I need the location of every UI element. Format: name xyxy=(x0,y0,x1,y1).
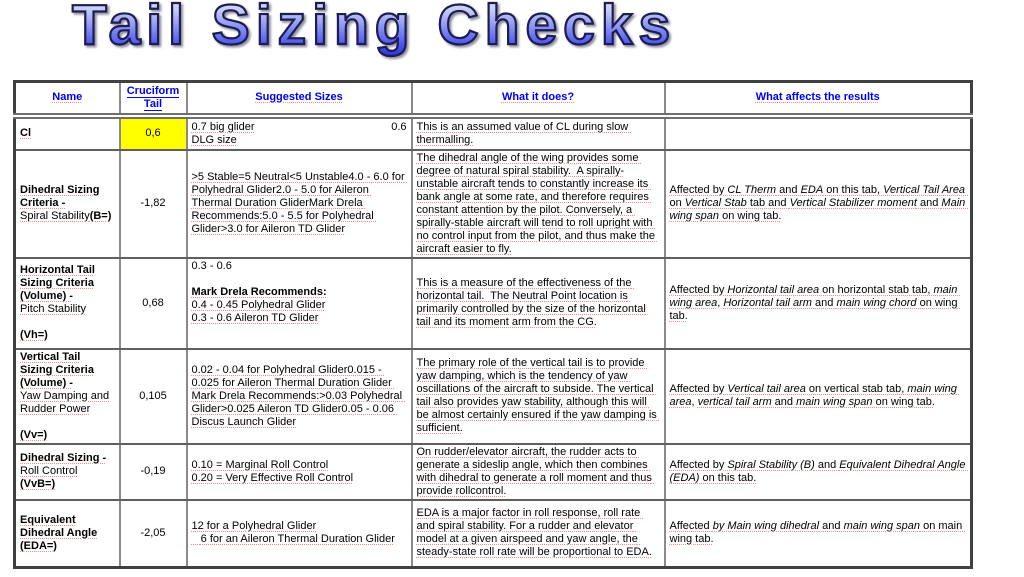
column-header-label: Suggested Sizes xyxy=(255,91,343,104)
cell-line xyxy=(20,127,115,140)
cell-name-row2 xyxy=(15,150,120,258)
text-segment: main wing area xyxy=(669,383,960,408)
cell-line xyxy=(417,277,660,329)
text-segment: and xyxy=(819,520,844,533)
cell-what-it-does-row6 xyxy=(412,500,665,568)
cruciform-value: -1,82 xyxy=(140,197,166,209)
text-segment: Sizing Criteria xyxy=(20,277,94,289)
page-title: Tail Sizing Checks xyxy=(72,0,676,58)
tail-sizing-table xyxy=(13,80,973,569)
cell-line xyxy=(192,520,407,533)
cell-line xyxy=(192,286,407,299)
text-segment: main wing area xyxy=(669,283,961,309)
text-segment: Equivalent xyxy=(20,513,76,526)
cell-line xyxy=(417,357,660,435)
cell-line xyxy=(192,299,407,312)
cell-line xyxy=(192,312,407,325)
text-segment: >5 Stable=5 Neutral<5 Unstable4.0 - 6.0 for Polyhedral Glider2.0 - 5.0 for Aileron Thermal Duration GliderMark Drela Recommends:5.0 - 5.5 for Polyhedral Glider>3.0 for Aileron TD Glider xyxy=(191,171,408,235)
cell-name-row4 xyxy=(15,349,120,444)
cell-line xyxy=(20,277,115,290)
text-segment: 0.3 - 0.6 Aileron TD Glider xyxy=(191,311,319,324)
text-segment: Dihedral Sizing xyxy=(20,184,100,196)
text-segment: Vertical Tail Area xyxy=(883,184,966,196)
text-segment: by Main wing dihedral xyxy=(712,520,820,533)
cell-line xyxy=(20,429,115,442)
text-segment: 0.7 big glider xyxy=(191,120,255,133)
text-segment: on wing tab. xyxy=(669,296,961,322)
cell-cruciform-value-row2 xyxy=(120,150,187,258)
text-segment: on main wing tab. xyxy=(669,520,966,546)
cell-line xyxy=(670,383,967,409)
cell-cruciform-value-row1[interactable] xyxy=(120,116,187,150)
text-segment: Horizontal Tail xyxy=(20,264,95,276)
text-segment: and xyxy=(811,296,837,309)
text-segment: This is an assumed value of CL during slow thermalling. xyxy=(416,120,632,146)
table-row xyxy=(15,349,972,444)
text-segment: (VvB=) xyxy=(20,478,56,490)
text-segment: Affected by xyxy=(669,458,728,471)
text-segment: and xyxy=(776,184,801,196)
column-header-what-affects-the-results xyxy=(665,82,972,116)
text-segment: on this tab. xyxy=(699,471,757,484)
text-segment: Equivalent Dihedral Angle (EDA) xyxy=(669,458,969,484)
column-header-label: Cruciform Tail xyxy=(126,84,180,110)
cell-line xyxy=(20,364,115,377)
column-header-label: What affects the results xyxy=(755,91,880,104)
cell-what-it-does-row2 xyxy=(412,150,665,258)
text-segment: On rudder/elevator aircraft, the rudder acts to generate a sideslip angle, which then combines with dihedral to generate a roll moment and thus provide rollcontrol. xyxy=(416,445,655,497)
cell-line xyxy=(20,197,115,210)
text-segment: on wing tab. xyxy=(872,396,935,408)
text-segment: Spiral Stability (B) xyxy=(727,458,815,471)
table-row xyxy=(15,150,972,258)
cell-line xyxy=(417,121,660,147)
cell-what-it-does-row5 xyxy=(412,444,665,500)
cell-line xyxy=(20,316,115,329)
cell-line xyxy=(192,533,407,546)
cell-suggested-sizes-row3 xyxy=(187,258,412,349)
text-segment: main wing span xyxy=(796,396,873,408)
text-segment: Horizontal tail arm xyxy=(723,296,812,309)
text-segment: Spiral Stability xyxy=(20,210,90,222)
text-segment: Mark Drela Recommends: xyxy=(191,285,327,298)
cell-name-row5 xyxy=(15,444,120,500)
cell-line xyxy=(192,459,407,472)
cell-line xyxy=(417,152,660,256)
text-segment: 6 for an Aileron Thermal Duration Glider xyxy=(191,533,395,546)
text-segment: 0.20 = Very Effective Roll Control xyxy=(191,471,354,484)
cell-line xyxy=(20,403,115,416)
column-header-label: What it does? xyxy=(501,91,575,104)
text-segment: , xyxy=(717,296,724,309)
cell-what-it-does-row1 xyxy=(412,116,665,150)
text-segment: Affected xyxy=(669,520,713,533)
cell-name-row6 xyxy=(15,500,120,568)
cell-line xyxy=(417,507,660,559)
cell-suggested-sizes-row1 xyxy=(187,116,412,150)
text-segment: Vertical Tail xyxy=(20,350,81,363)
table-row xyxy=(15,444,972,500)
text-segment: Vertical Stabilizer moment xyxy=(789,197,917,209)
table-row xyxy=(15,258,972,349)
text-segment: on vertical stab tab, xyxy=(805,383,908,395)
text-segment: (Volume) - xyxy=(20,290,73,302)
table-body xyxy=(15,116,972,568)
cell-line xyxy=(192,364,407,429)
text-segment: main wing span xyxy=(843,520,921,533)
cell-line xyxy=(192,121,407,134)
text-segment: Yaw Damping and xyxy=(20,389,110,402)
cell-cruciform-value-row5 xyxy=(120,444,187,500)
cell-line xyxy=(20,452,115,465)
text-segment: and xyxy=(771,396,797,408)
cell-line xyxy=(670,284,967,323)
cell-what-affects-row6 xyxy=(665,500,972,568)
header-row xyxy=(15,82,972,116)
cell-cruciform-value-row3 xyxy=(120,258,187,349)
text-segment: The primary role of the vertical tail is to provide yaw damping, which is the tendency of yaw oscillations of the aircraft to subside. The vertical tail also provides yaw stability, although this will be almost certainly ensured if the yaw damping is sufficient. xyxy=(416,357,660,434)
text-segment: 0.02 - 0.04 for Polyhedral Glider0.015 - 0.025 for Aileron Thermal Duration Glider Mark Drela Recommends:>0.03 Polyhedral Glider>0.025 Aileron TD Glider0.05 - 0.06 Discus Launch Glider xyxy=(191,363,406,428)
text-segment: (Vv=) xyxy=(20,428,48,441)
text-segment: (B=) xyxy=(89,210,112,222)
cell-what-it-does-row3 xyxy=(412,258,665,349)
text-segment: on this tab, xyxy=(823,184,884,196)
text-segment: 0.10 = Marginal Roll Control xyxy=(191,458,329,471)
cell-line xyxy=(20,303,115,316)
text-segment: Main wing span xyxy=(669,197,969,222)
cell-line xyxy=(20,465,115,478)
text-segment: 12 for a Polyhedral Glider xyxy=(191,520,317,533)
column-header-name xyxy=(15,82,120,116)
text-segment: EDA xyxy=(800,184,824,196)
cell-line xyxy=(192,472,407,485)
text-segment: Sizing Criteria xyxy=(20,363,94,376)
cell-line xyxy=(670,520,967,546)
cell-line xyxy=(192,134,407,147)
cell-what-affects-row2 xyxy=(665,150,972,258)
text-segment: and xyxy=(916,197,942,209)
cell-line xyxy=(417,446,660,498)
cell-what-affects-row4 xyxy=(665,349,972,444)
text-segment: Affected by xyxy=(669,283,728,296)
cell-line xyxy=(20,351,115,364)
cell-line xyxy=(670,459,967,485)
cell-line xyxy=(20,514,115,527)
text-segment: Vertical Stab xyxy=(684,197,747,209)
text-segment: Vertical tail area xyxy=(727,383,806,395)
cell-line xyxy=(20,264,115,277)
text-segment: vertical tail arm xyxy=(697,396,772,408)
text-segment: Criteria - xyxy=(20,197,66,209)
cell-cruciform-value-row6 xyxy=(120,500,187,568)
text-segment: Affected by xyxy=(669,383,728,395)
cell-line xyxy=(670,184,967,223)
column-header-what-it-does xyxy=(412,82,665,116)
cell-suggested-sizes-row6 xyxy=(187,500,412,568)
tail-sizing-table-wrap xyxy=(13,80,973,569)
cell-what-it-does-row4 xyxy=(412,349,665,444)
text-segment: This is a measure of the effectiveness of the horizontal tail. The Neutral Point location is primarily controlled by the size of the horizontal tail and its moment arm from the CG. xyxy=(416,277,649,328)
cell-line xyxy=(20,329,115,342)
cell-suggested-sizes-row4 xyxy=(187,349,412,444)
text-segment: on horizontal stab tab, xyxy=(819,283,934,296)
cell-line xyxy=(20,540,115,553)
text-segment: Roll Control xyxy=(20,465,78,477)
text-segment: on xyxy=(669,184,969,209)
cruciform-value: 0,68 xyxy=(142,296,164,309)
cell-what-affects-row3 xyxy=(665,258,972,349)
cell-line xyxy=(20,390,115,403)
text-segment: EDA is a major factor in roll response, roll rate and spiral stability. For a rudder and elevator model at a given airspeed and yaw angle, the steady-state roll rate will be proportional to EDA. xyxy=(416,507,652,559)
text-segment: Dihedral Angle xyxy=(20,526,98,539)
cell-suggested-sizes-row5 xyxy=(187,444,412,500)
cell-line xyxy=(192,260,407,273)
text-segment: Pitch Stability xyxy=(20,303,87,315)
text-segment: (Vh=) xyxy=(20,329,48,341)
cell-what-affects-row5 xyxy=(665,444,972,500)
text-segment: on wing tab. xyxy=(719,210,782,222)
cruciform-value: 0,6 xyxy=(145,127,161,139)
cruciform-value: -2,05 xyxy=(140,526,166,539)
text-segment: Rudder Power xyxy=(20,402,91,415)
text-segment: CL Therm xyxy=(727,184,777,196)
column-header-suggested-sizes xyxy=(187,82,412,116)
cell-name-row3 xyxy=(15,258,120,349)
text-segment: DLG size xyxy=(191,133,237,146)
cell-line xyxy=(20,184,115,197)
text-segment: 0.4 - 0.45 Polyhedral Glider xyxy=(191,298,326,311)
text-segment: Dihedral Sizing - xyxy=(20,452,107,464)
text-segment: The dihedral angle of the wing provides some degree of natural spiral stability. A spirally-unstable aircraft tends to constantly increase its bank angle at some rate, and therefore requires constant attention by the pilot. Conversely, a spirally-stable aircraft will tend to roll upright with no control input from the pilot, and thus make the aircraft easier to fly. xyxy=(416,151,659,255)
text-segment: main wing chord xyxy=(836,296,917,309)
text-segment: Cl xyxy=(20,127,31,139)
cell-line xyxy=(20,416,115,429)
text-segment: tab and xyxy=(746,197,790,209)
column-header-cruciform-tail xyxy=(120,82,187,116)
cell-line xyxy=(20,478,115,491)
cell-line xyxy=(20,527,115,540)
cell-line xyxy=(20,377,115,390)
cell-cruciform-value-row4 xyxy=(120,349,187,444)
table-row xyxy=(15,116,972,150)
text-segment: , xyxy=(691,396,698,408)
text-segment: (Volume) - xyxy=(20,376,73,389)
column-header-label: Name xyxy=(52,91,83,104)
text-segment: 0.3 - 0.6 xyxy=(191,259,232,272)
text-segment: and xyxy=(814,458,840,471)
text-segment: 0.6 xyxy=(391,120,407,133)
cell-line xyxy=(192,273,407,286)
text-segment: Affected by xyxy=(669,184,728,196)
cell-line xyxy=(20,210,115,223)
cell-line xyxy=(192,171,407,236)
text-segment: (EDA=) xyxy=(20,539,57,552)
text-segment: Horizontal tail area xyxy=(727,283,820,296)
cell-name-row1 xyxy=(15,116,120,150)
cell-suggested-sizes-row2 xyxy=(187,150,412,258)
cruciform-value: 0,105 xyxy=(139,389,167,402)
table-row xyxy=(15,500,972,568)
cruciform-value: -0,19 xyxy=(140,465,166,477)
cell-line xyxy=(20,290,115,303)
cell-what-affects-row1 xyxy=(665,116,972,150)
